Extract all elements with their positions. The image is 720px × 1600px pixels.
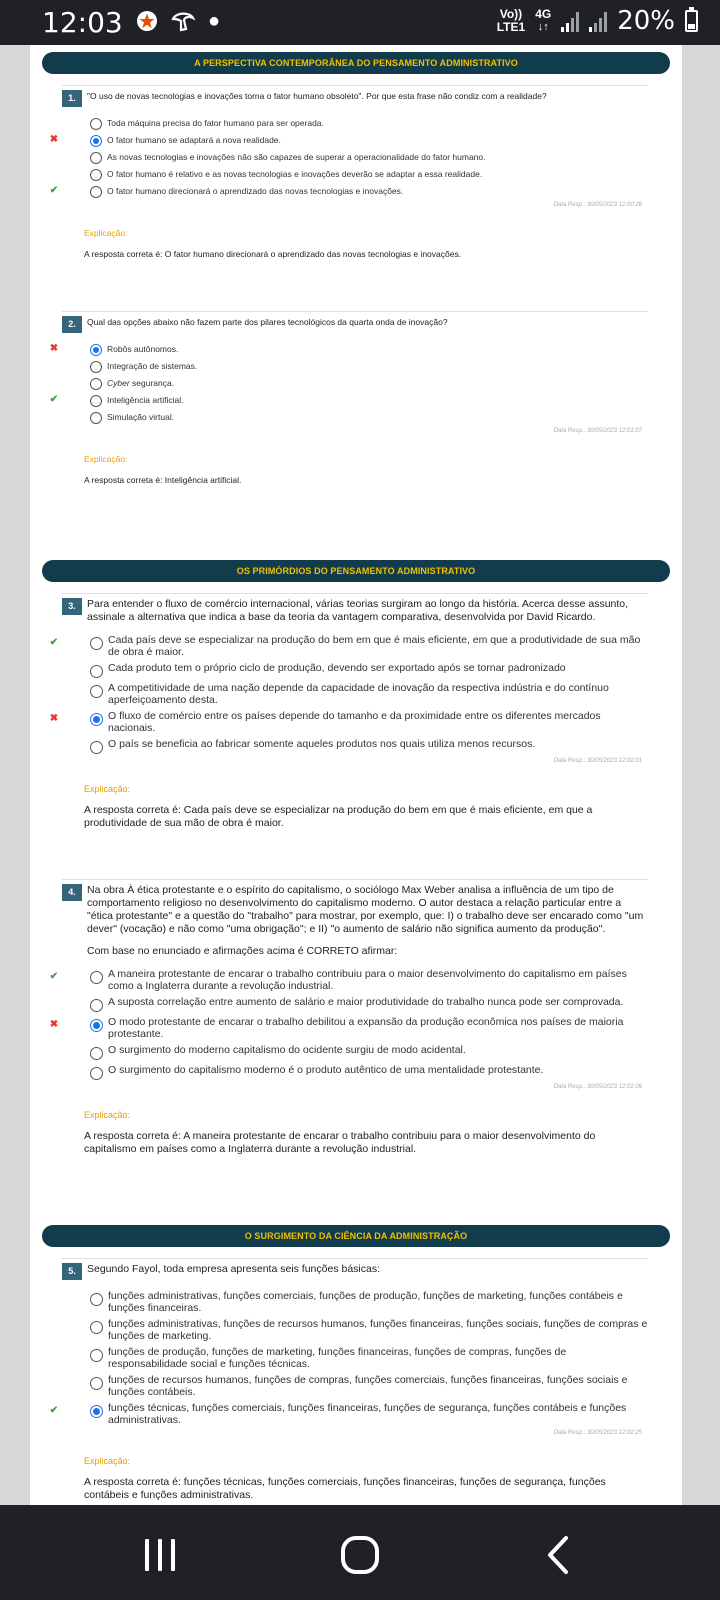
explanation-text: A resposta correta é: A maneira protestante de encarar o trabalho contribuiu para o maior desenvolvimento do capitalismo em países como a Inglaterra durante a revolução industrial. [84,1130,596,1155]
radio-button[interactable] [90,1047,103,1060]
bird-app-icon [170,9,196,33]
answer-option[interactable]: funções de produção, funções de marketing, funções financeiras, funções de compras, funções de responsabilidade social e funções técnicas. [62,1346,648,1370]
question-text: Na obra À ética protestante e o espírito do capitalismo, o sociólogo Max Weber analisa a influência de um tipo de comportamento religioso no desenvolvimento do capitalismo moderno. O autor destaca a relação particular entre a "ética protestante" e a questão do "trabalho" para mostrar, por exemplo, que: I) o trabalho deve ser encarado como "um dever" (vocação) e não como "uma obrigação"; e II) "o aumento de salário não significa aumento da produção". [87,884,644,935]
battery-icon [685,10,698,32]
signal-strength-icon [561,10,579,32]
radio-button[interactable] [90,361,102,373]
answer-option[interactable]: Simulação virtual. [62,411,648,424]
question-card-4 [49,879,648,1156]
section-header: O SURGIMENTO DA CIÊNCIA DA ADMINISTRAÇÃO [42,1225,670,1247]
wrong-answer-icon: ✖ [49,343,59,354]
radio-button[interactable] [90,186,102,198]
explanation-text: A resposta correta é: Cada país deve se especializar na produção do bem em que é mais eficiente, em que a produtividade de sua mão de obra é maior. [84,804,593,829]
answer-option[interactable]: O país se beneficia ao fabricar somente aqueles produtos nos quais utiliza menos recursos. [62,738,648,754]
answer-option[interactable]: Toda máquina precisa do fator humano para ser operada. [62,117,648,130]
status-time: 12:03 [42,6,123,39]
radio-button[interactable] [90,1067,103,1080]
response-timestamp: Data Resp.: 30/05/2023 12:02:09 [553,1084,642,1090]
correct-answer-icon: ✔ [49,637,59,648]
radio-button[interactable] [90,1349,103,1362]
question-card-2 [49,311,648,487]
section-header: A PERSPECTIVA CONTEMPORÂNEA DO PENSAMENTO ADMINISTRATIVO [42,52,670,74]
correct-answer-icon: ✔ [49,185,59,196]
radio-button[interactable] [90,971,103,984]
question-text: Segundo Fayol, toda empresa apresenta seis funções básicas: [87,1263,381,1275]
correct-answer-icon: ✔ [49,394,59,405]
explanation-label: Explicação: [84,1110,131,1120]
answer-option[interactable]: O surgimento do moderno capitalismo do ocidente surgiu de modo acidental. [62,1044,648,1060]
explanation-label: Explicação: [84,1456,131,1466]
radio-button-selected[interactable] [90,1019,103,1032]
radio-button-selected[interactable] [90,135,102,147]
explanation-text: A resposta correta é: funções técnicas, funções comerciais, funções financeiras, funções de segurança, funções contábeis e funções administrativas. [84,1476,606,1501]
answer-option[interactable]: ✖ Robôs autônomos. [49,343,179,354]
navigation-bar [0,1505,720,1600]
answer-option[interactable]: A suposta correlação entre aumento de salário e maior produtividade do trabalho nunca pode ser comprovada. [62,996,648,1012]
radio-button[interactable] [90,741,103,754]
answer-option[interactable]: ✔ Inteligência artificial. [49,394,184,405]
status-right [497,6,698,36]
recent-apps-icon[interactable] [138,1535,182,1575]
radio-button[interactable] [90,412,102,424]
response-timestamp: Data Resp.: 30/05/2023 12:02:01 [553,758,642,764]
radio-button[interactable] [90,395,102,407]
question-number: 4. [62,884,82,901]
answer-options [49,634,648,754]
explanation-text: A resposta correta é: O fator humano direcionará o aprendizado das novas tecnologias e inovações. [84,249,462,259]
signal-strength-sim2-icon [589,10,607,32]
volte-indicator: Vo)) LTE1 [496,7,526,34]
radio-button[interactable] [90,685,103,698]
radio-button[interactable] [90,118,102,130]
answer-option[interactable]: funções administrativas, funções comerciais, funções de produção, funções de marketing, funções contábeis e funções financeiras. [62,1290,648,1314]
radio-button[interactable] [90,637,103,650]
question-prompt: Com base no enunciado e afirmações acima é CORRETO afirmar: [87,945,398,957]
radio-button-selected[interactable] [90,1405,103,1418]
answer-option[interactable]: funções administrativas, funções de recursos humanos, funções financeiras, funções sociais, funções de compras e funções de marketing. [62,1318,648,1342]
explanation-label: Explicação: [84,228,128,238]
question-card-3 [49,593,648,830]
question-card-5 [49,1258,648,1502]
answer-option[interactable]: ✔ funções técnicas, funções comerciais, funções financeiras, funções de segurança, funções contábeis e funções administrativas. [49,1402,627,1426]
answer-option[interactable]: funções de recursos humanos, funções de compras, funções comerciais, funções financeiras, funções sociais e funções contábeis. [62,1374,648,1398]
wrong-answer-icon: ✖ [49,713,59,724]
answer-options [49,343,648,424]
wrong-answer-icon: ✖ [49,1019,59,1030]
answer-options [49,1290,648,1426]
correct-answer-icon: ✔ [49,1405,59,1416]
page-content[interactable] [0,45,720,1505]
explanation-label: Explicação: [84,454,128,464]
question-number: 3. [62,598,82,615]
answer-option[interactable]: As novas tecnologias e inovações não são capazes de superar a operacionalidade do fator humano. [62,151,648,164]
answer-option[interactable]: Cyber segurança. [62,377,648,390]
radio-button-selected[interactable] [90,344,102,356]
response-timestamp: Data Resp.: 30/05/2023 12:00:26 [553,202,642,208]
response-timestamp: Data Resp.: 30/05/2023 12:02:25 [553,1430,642,1436]
answer-option[interactable]: A competitividade de uma nação depende da capacidade de inovação da respectiva indústria e do contínuo aperfeiçoamento desta. [62,682,648,706]
status-bar [0,0,720,45]
radio-button[interactable] [90,1293,103,1306]
radio-button[interactable] [90,665,103,678]
explanation-label: Explicação: [84,784,131,794]
answer-option[interactable]: ✔ A maneira protestante de encarar o trabalho contribuiu para o maior desenvolvimento do capitalismo em países como a Inglaterra durante a revolução industrial. [49,968,627,992]
radio-button[interactable] [90,152,102,164]
wrong-answer-icon: ✖ [49,134,59,145]
more-notifications-dot-icon: ● [208,9,221,32]
battery-percentage: 20% [617,6,675,36]
answer-options [49,968,648,1080]
answer-option[interactable]: ✖ O fator humano se adaptará a nova realidade. [49,134,281,145]
answer-option[interactable]: ✔ Cada país deve se especializar na produção do bem em que é mais eficiente, em que a produtividade de sua mão de obra é maior. [49,634,641,658]
question-number: 2. [62,316,82,333]
question-text: "O uso de novas tecnologias e inovações torna o fator humano obsoleto". Por que esta frase não condiz com a realidade? [87,91,547,101]
answer-options [49,117,648,198]
response-timestamp: Data Resp.: 30/05/2023 12:01:07 [553,428,642,434]
answer-option[interactable]: O surgimento do capitalismo moderno é o produto autêntico de uma mentalidade protestante. [62,1064,648,1080]
question-number: 5. [62,1263,82,1280]
star-notification-icon [136,10,158,32]
question-text: Qual das opções abaixo não fazem parte dos pilares tecnológicos da quarta onda de inovação? [87,317,448,327]
home-icon[interactable] [338,1535,382,1575]
answer-option[interactable]: ✖ O modo protestante de encarar o trabalho debilitou a expansão da produção econômica nos países de maioria protestante. [49,1016,624,1040]
notification-icons [136,9,220,33]
answer-option[interactable]: ✖ O fluxo de comércio entre os países depende do tamanho e da proximidade entre os diferentes mercados nacionais. [49,710,601,734]
question-number: 1. [62,90,82,107]
answer-option[interactable]: ✔ O fator humano direcionará o aprendizado das novas tecnologias e inovações. [49,185,404,196]
back-icon[interactable] [540,1535,584,1575]
radio-button[interactable] [90,378,102,390]
correct-answer-icon: ✔ [49,971,59,982]
section-header: OS PRIMÓRDIOS DO PENSAMENTO ADMINISTRATIVO [42,560,670,582]
answer-option[interactable]: O fator humano é relativo e as novas tecnologias e inovações deverão se adaptar a essa realidade. [62,168,648,181]
radio-button[interactable] [90,1321,103,1334]
radio-button-selected[interactable] [90,713,103,726]
question-card-1 [49,85,648,261]
radio-button[interactable] [90,1377,103,1390]
answer-option[interactable]: Integração de sistemas. [62,360,648,373]
radio-button[interactable] [90,999,103,1012]
network-type-indicator: 4G ↓↑ [535,7,552,33]
answer-option[interactable]: Cada produto tem o próprio ciclo de produção, devendo ser exportado após se tornar padronizado [62,662,648,678]
radio-button[interactable] [90,169,102,181]
question-text: Para entender o fluxo de comércio internacional, várias teorias surgiram ao longo da história. Acerca desse assunto, assinale a alternativa que indica a base da teoria da vantagem comparativa, desenvolvida por David Ricardo. [87,598,629,623]
explanation-text: A resposta correta é: Inteligência artificial. [84,475,242,485]
